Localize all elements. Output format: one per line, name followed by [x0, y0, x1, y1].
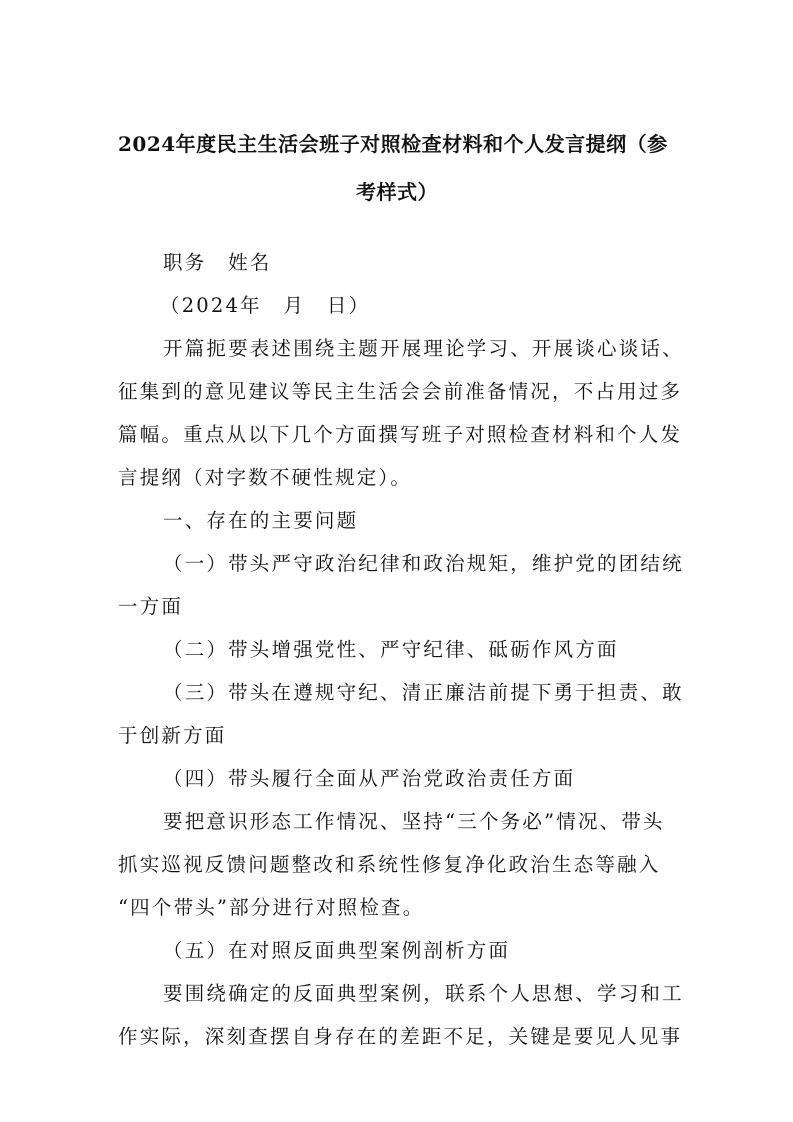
section-heading: 一、存在的主要问题: [163, 509, 359, 532]
body-paragraph-line: 言提纲（对字数不硬性规定）。: [118, 466, 413, 489]
document-title-line-1: 2024年度民主生活会班子对照检查材料和个人发言提纲（参: [118, 132, 668, 156]
body-paragraph-line: 篇幅。重点从以下几个方面撰写班子对照检查材料和个人发: [118, 423, 683, 446]
author-line: 职务 姓名: [163, 251, 272, 274]
body-paragraph-line: 抓实巡视反馈问题整改和系统性修复净化政治生态等融入: [118, 853, 661, 876]
subsection-heading: （二）带头增强党性、严守纪律、砥砺作风方面: [163, 638, 619, 661]
date-line: （2024年 月 日）: [160, 294, 371, 317]
subsection-heading: （三）带头在遵规守纪、清正廉洁前提下勇于担责、敢: [163, 681, 684, 704]
document-title-line-2: 考样式）: [356, 180, 438, 204]
subsection-heading-continued: 一方面: [118, 595, 184, 618]
body-paragraph-line: 开篇扼要表述围绕主题开展理论学习、开展谈心谈话、: [163, 337, 684, 360]
body-paragraph-line: 征集到的意见建议等民主生活会会前准备情况，不占用过多: [118, 380, 683, 403]
body-paragraph-line: 要围绕确定的反面典型案例，联系个人思想、学习和工: [163, 982, 684, 1005]
body-paragraph-line: 作实际，深刻查摆自身存在的差距不足，关键是要见人见事: [118, 1025, 683, 1048]
subsection-heading: （五）在对照反面典型案例剖析方面: [163, 939, 511, 962]
subsection-heading: （四）带头履行全面从严治党政治责任方面: [163, 767, 576, 790]
subsection-heading: （一）带头严守政治纪律和政治规矩，维护党的团结统: [163, 552, 684, 575]
body-paragraph-line: 要把意识形态工作情况、坚持“三个务必”情况、带头: [163, 810, 665, 833]
subsection-heading-continued: 于创新方面: [118, 724, 227, 747]
body-paragraph-line: “四个带头”部分进行对照检查。: [118, 896, 425, 919]
